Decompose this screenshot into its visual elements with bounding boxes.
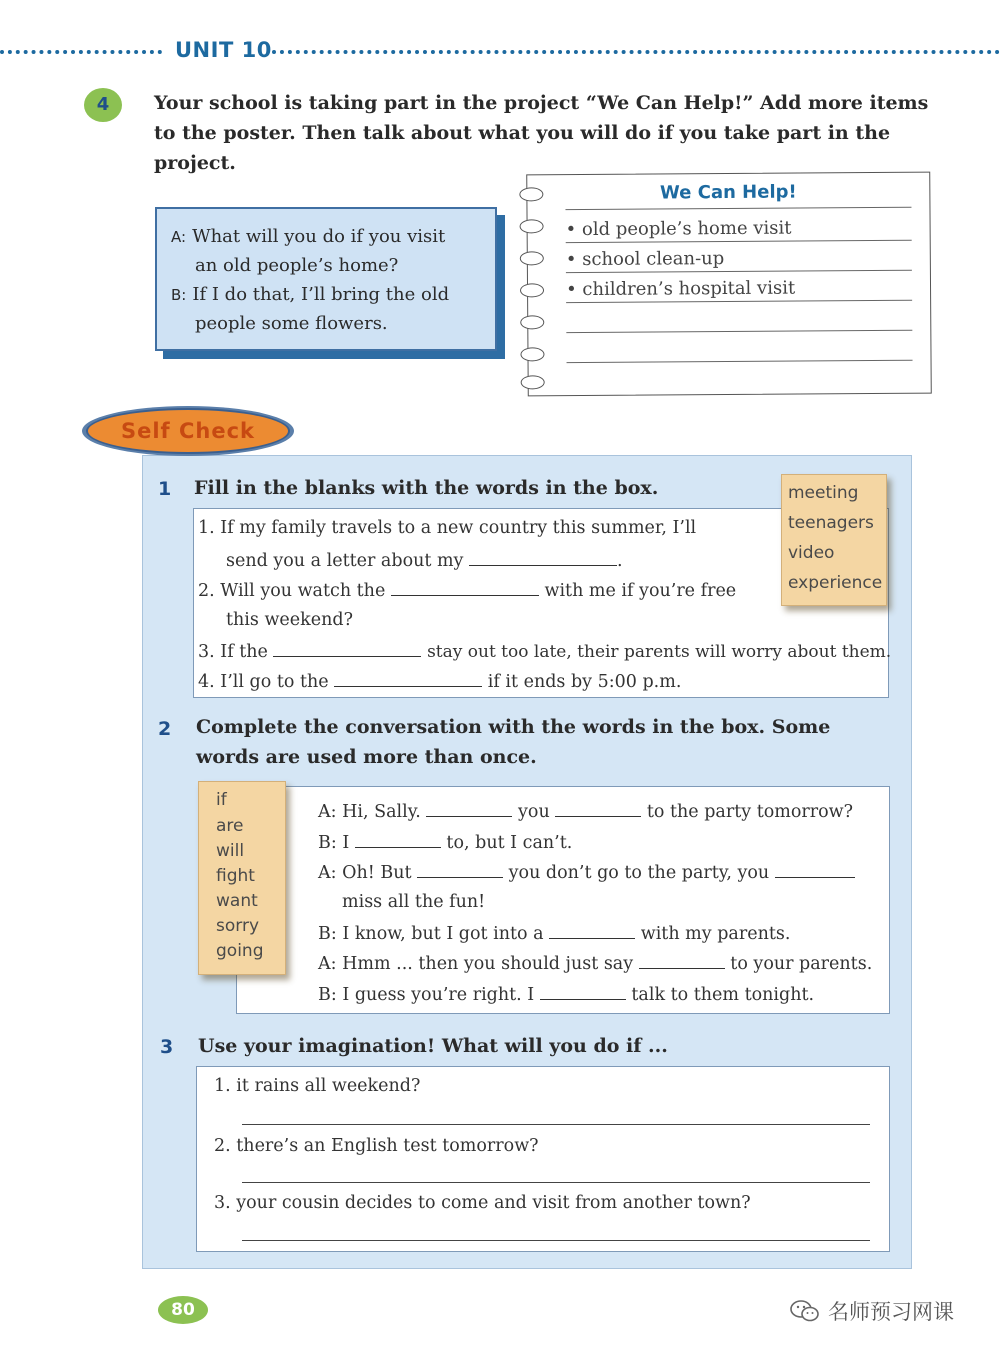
dialog-line: people some flowers.: [195, 313, 388, 334]
poster-rule: [566, 240, 912, 243]
spiral-ring-icon: [520, 251, 544, 265]
word: teenagers: [788, 513, 874, 533]
answer-blank[interactable]: [273, 640, 421, 657]
conversation-line: B: I to, but I can’t.: [318, 833, 573, 853]
q2-instruction-line2: words are used more than once.: [196, 746, 537, 768]
conversation-line: A: Hmm ... then you should just say to your parents.: [318, 954, 873, 974]
poster-title: We Can Help!: [659, 181, 797, 204]
answer-blank[interactable]: [549, 922, 635, 939]
header-dots-left: [0, 50, 162, 54]
q1-item: 2. Will you watch the with me if you’re free: [198, 581, 737, 601]
word: fight: [216, 866, 255, 886]
word: want: [216, 891, 258, 911]
answer-line[interactable]: [242, 1124, 870, 1125]
section4-instruction: Your school is taking part in the project “We Can Help!” Add more items to the poster. Then talk about what you will do if you take part in the project.: [154, 92, 929, 174]
q1-item: 4. I’ll go to the if it ends by 5:00 p.m.: [198, 672, 682, 692]
page-number: 80: [158, 1296, 208, 1324]
answer-blank[interactable]: [775, 861, 855, 878]
dialog-line: an old people’s home?: [195, 255, 399, 276]
conversation-line: B: I guess you’re right. I talk to them tonight.: [318, 985, 815, 1005]
watermark: 名师预习网课: [790, 1296, 954, 1328]
poster-item: • old people’s home visit: [565, 217, 792, 241]
dialog-line: B: If I do that, I’ll bring the old: [171, 284, 450, 305]
spiral-ring-icon: [520, 283, 544, 297]
section-number: 4: [84, 88, 122, 122]
spiral-ring-icon: [520, 219, 544, 233]
word: are: [216, 816, 244, 836]
answer-blank[interactable]: [469, 549, 617, 566]
example-dialog: [155, 207, 497, 351]
spiral-ring-icon: [520, 347, 544, 361]
q3-instruction: Use your imagination! What will you do if ...: [198, 1035, 668, 1057]
poster-rule: [566, 300, 912, 303]
wechat-icon: [790, 1299, 820, 1328]
poster-item: • children’s hospital visit: [565, 277, 796, 301]
poster-item: • school clean-up: [565, 248, 725, 271]
word: will: [216, 841, 245, 861]
we-can-help-poster: [526, 172, 932, 397]
q1-number: 1: [158, 478, 172, 500]
conversation-line: A: Hi, Sally. you to the party tomorrow?: [318, 802, 854, 822]
q3-item: 1. it rains all weekend?: [214, 1076, 421, 1096]
word: going: [216, 941, 264, 961]
q2-instruction-line1: Complete the conversation with the words in the box. Some: [196, 716, 831, 738]
word: meeting: [788, 483, 859, 503]
dialog-line: A: What will you do if you visit: [171, 226, 446, 247]
word: experience: [788, 573, 883, 593]
poster-rule: [567, 360, 913, 363]
answer-line[interactable]: [242, 1182, 870, 1183]
poster-rule: [566, 330, 912, 333]
spiral-ring-icon: [520, 315, 544, 329]
answer-blank[interactable]: [639, 952, 725, 969]
q1-item: 3. If the stay out too late, their parents will worry about them.: [198, 642, 892, 662]
q1-word-box: [781, 474, 887, 606]
q2-number: 2: [158, 718, 172, 740]
word: video: [788, 543, 835, 563]
header-dots-right: [272, 50, 1000, 54]
answer-blank[interactable]: [391, 579, 539, 596]
q2-word-box: [198, 781, 286, 975]
spiral-ring-icon: [521, 375, 545, 389]
q1-item-cont: send you a letter about my .: [226, 551, 623, 571]
q3-number: 3: [160, 1036, 174, 1058]
word: sorry: [216, 916, 259, 936]
self-check-badge: Self Check: [86, 408, 290, 454]
q1-instruction: Fill in the blanks with the words in the box.: [194, 477, 659, 499]
q3-item: 2. there’s an English test tomorrow?: [214, 1136, 539, 1156]
answer-blank[interactable]: [334, 670, 482, 687]
unit-title: UNIT 10: [175, 38, 272, 62]
conversation-line: B: I know, but I got into a with my parents.: [318, 924, 791, 944]
answer-blank[interactable]: [355, 831, 441, 848]
conversation-line: miss all the fun!: [342, 892, 486, 912]
poster-rule: [566, 270, 912, 273]
answer-blank[interactable]: [417, 861, 503, 878]
answer-blank[interactable]: [540, 983, 626, 1000]
conversation-line: A: Oh! But you don’t go to the party, you: [318, 861, 855, 883]
q1-item: 1. If my family travels to a new country this summer, I’ll: [198, 518, 697, 538]
answer-blank[interactable]: [426, 800, 512, 817]
answer-blank[interactable]: [555, 800, 641, 817]
answer-line[interactable]: [242, 1240, 870, 1241]
q3-item: 3. your cousin decides to come and visit from another town?: [214, 1193, 751, 1213]
q1-item-cont: this weekend?: [226, 610, 353, 630]
word: if: [216, 790, 227, 810]
poster-rule: [565, 207, 911, 210]
